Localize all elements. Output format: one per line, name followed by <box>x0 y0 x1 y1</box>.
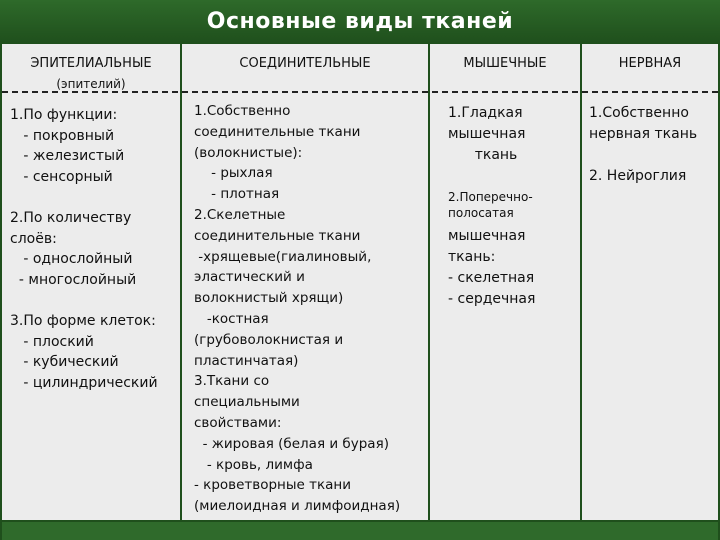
cell-line: ткань <box>448 147 518 163</box>
cell-line: полосатая <box>448 206 514 220</box>
header-separator <box>2 91 718 93</box>
tissue-table <box>0 44 720 540</box>
cell-line: соединительные ткани <box>194 227 361 244</box>
cell-line: - кровь, лимфа <box>194 456 313 473</box>
connective-column <box>194 101 400 517</box>
cell-line: 2. Нейроглия <box>589 168 687 184</box>
cell-line: - однослойный <box>10 251 133 268</box>
muscle-column-bottom <box>448 226 535 310</box>
cell-line: - многослойный <box>10 271 137 288</box>
cell-line: волокнистый хрящи) <box>194 290 344 307</box>
cell-line <box>10 187 158 208</box>
cell-line <box>10 290 158 311</box>
cell-line: 2.Скелетные <box>194 206 286 223</box>
nervous-column <box>589 103 697 187</box>
header-nervous: НЕРВНАЯ <box>618 56 682 71</box>
cell-line: - кубический <box>10 354 119 371</box>
column-divider <box>428 44 430 540</box>
cell-line: 1.Собственно <box>194 103 291 119</box>
cell-line: (волокнистые): <box>194 144 303 161</box>
cell-line: 3.По форме клеток: <box>10 312 156 329</box>
header-muscle: МЫШЕЧНЫЕ <box>463 56 547 71</box>
cell-line: мышечная <box>448 126 526 142</box>
cell-line: 2.По количеству <box>10 209 132 226</box>
cell-line: соединительные ткани <box>194 123 361 140</box>
header-connective: СОЕДИНИТЕЛЬНЫЕ <box>239 56 371 71</box>
cell-line: ткань: <box>448 249 496 265</box>
cell-line: - сердечная <box>448 291 536 307</box>
cell-line: слоёв: <box>10 230 57 247</box>
cell-line: -хрящевые(гиалиновый, <box>194 248 372 265</box>
cell-line: - скелетная <box>448 270 535 286</box>
cell-line: (грубоволокнистая и <box>194 331 344 348</box>
cell-line: эластический и <box>194 269 305 286</box>
header-epithelial: ЭПИТЕЛИАЛЬНЫЕ <box>30 56 152 71</box>
cell-line: - сенсорный <box>10 168 113 185</box>
cell-line: - кроветворные ткани <box>194 477 352 494</box>
cell-line: 2.Поперечно- <box>448 190 533 204</box>
muscle-column-small <box>448 189 533 221</box>
cell-line: - цилиндрический <box>10 374 158 391</box>
cell-line: -костная <box>194 310 269 327</box>
cell-line: - покровный <box>10 127 115 144</box>
cell-line: 1.Гладкая <box>448 105 523 121</box>
cell-line: нервная ткань <box>589 126 698 142</box>
muscle-column-top <box>448 103 525 166</box>
epithelial-column <box>10 105 158 393</box>
cell-line: - рыхлая <box>194 165 273 182</box>
cell-line: пластинчатая) <box>194 352 299 369</box>
footer-band <box>2 522 718 540</box>
cell-line: - плоский <box>10 333 94 350</box>
header-epithelial-sub: (эпителий) <box>56 77 126 91</box>
column-divider <box>580 44 582 540</box>
cell-line: (миелоидная и лимфоидная) <box>194 498 401 515</box>
column-divider <box>180 44 182 540</box>
cell-line: специальными <box>194 394 300 411</box>
page-title: Основные виды тканей <box>0 0 720 44</box>
cell-line: свойствами: <box>194 414 282 431</box>
cell-line: мышечная <box>448 228 526 244</box>
cell-line: - железистый <box>10 148 125 165</box>
cell-line: 1.Собственно <box>589 105 689 121</box>
cell-line: 1.По функции: <box>10 107 118 123</box>
cell-line <box>589 145 697 166</box>
cell-line: - жировая (белая и бурая) <box>194 435 389 452</box>
cell-line: 3.Ткани со <box>194 373 270 390</box>
cell-line: - плотная <box>194 186 280 203</box>
